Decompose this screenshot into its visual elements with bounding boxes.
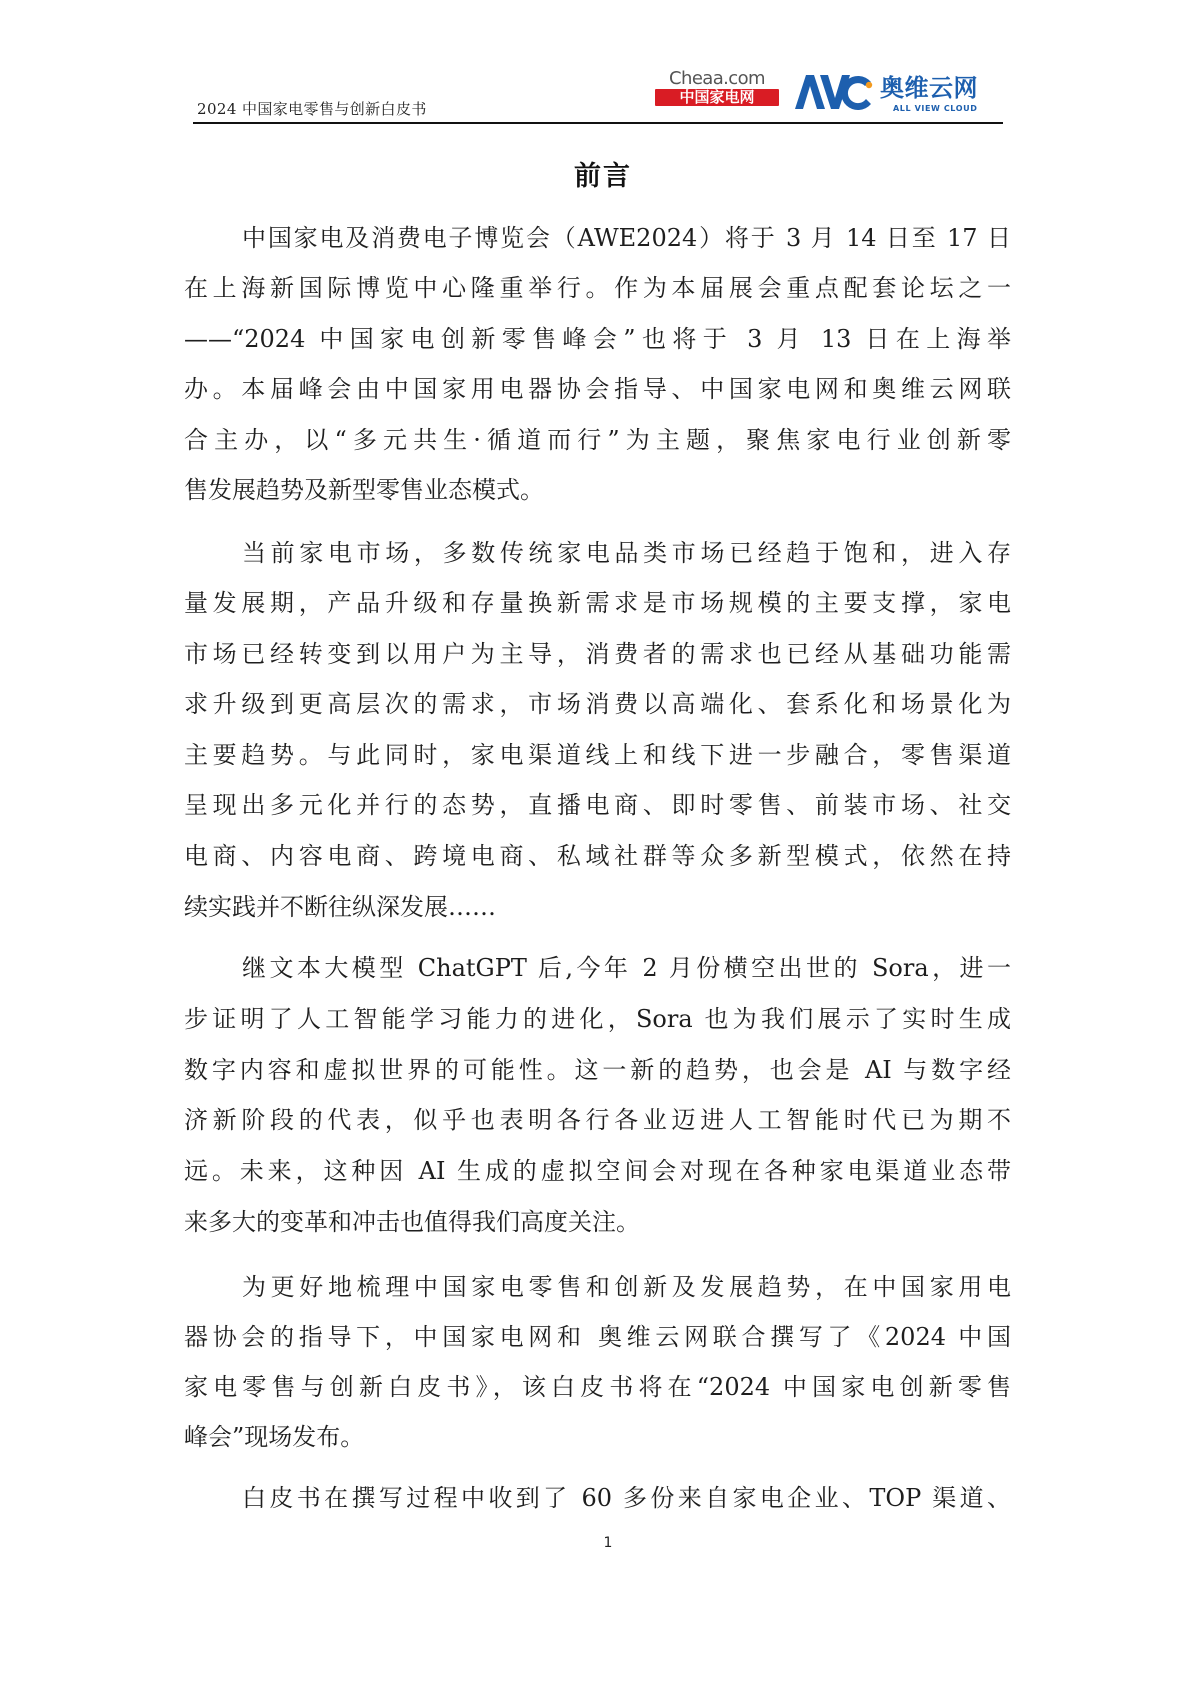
running-header-title: 2024 中国家电零售与创新白皮书 (197, 100, 427, 118)
header-divider (193, 122, 1003, 124)
text-line: 继文本大模型 ChatGPT 后,今年 2 月份横空出世的 Sora，进一 (242, 954, 1011, 982)
text-line: 在上海新国际博览中心隆重举行。作为本届展会重点配套论坛之一 (184, 274, 1011, 302)
text-line: 为更好地梳理中国家电零售和创新及发展趋势，在中国家用电 (242, 1273, 1011, 1301)
text-line: 求升级到更高层次的需求，市场消费以高端化、套系化和场景化为 (184, 690, 1011, 718)
text-line: 远。未来，这种因 AI 生成的虚拟空间会对现在各种家电渠道业态带 (184, 1157, 1011, 1185)
text-line: 家电零售与创新白皮书》，该白皮书将在“2024 中国家电创新零售 (184, 1373, 1011, 1401)
text-line: 合主办，以“多元共生·循道而行”为主题，聚焦家电行业创新零 (184, 426, 1011, 454)
text-line: 当前家电市场，多数传统家电品类市场已经趋于饱和，进入存 (242, 539, 1011, 567)
text-line: ——“2024 中国家电创新零售峰会”也将于 3 月 13 日在上海举 (184, 325, 1011, 353)
cheaa-logo (655, 70, 779, 106)
cheaa-logo-wordmark: Cheaa.com (669, 68, 765, 89)
text-line: 续实践并不断往纵深发展…… (184, 893, 496, 921)
avc-logo-english-name: ALL VIEW CLOUD (893, 104, 978, 113)
text-line: 来多大的变革和冲击也值得我们高度关注。 (184, 1208, 640, 1236)
avc-logo-chinese-name: 奥维云网 (880, 74, 978, 102)
page-number: 1 (603, 1535, 613, 1551)
section-title: 前言 (574, 161, 632, 192)
text-line: 呈现出多元化并行的态势，直播电商、即时零售、前装市场、社交 (184, 791, 1011, 819)
cheaa-logo-chinese-badge: 中国家电网 (655, 89, 779, 106)
text-line: 济新阶段的代表，似乎也表明各行各业迈进人工智能时代已为期不 (184, 1106, 1011, 1134)
text-line: 数字内容和虚拟世界的可能性。这一新的趋势，也会是 AI 与数字经 (184, 1056, 1011, 1084)
text-line: 市场已经转变到以用户为主导，消费者的需求也已经从基础功能需 (184, 640, 1011, 668)
text-line: 峰会”现场发布。 (184, 1423, 365, 1451)
text-line: 步证明了人工智能学习能力的进化，Sora 也为我们展示了实时生成 (184, 1005, 1011, 1033)
avc-logo-mark-icon (795, 74, 875, 110)
text-line: 电商、内容电商、跨境电商、私域社群等众多新型模式，依然在持 (184, 842, 1011, 870)
text-line: 白皮书在撰写过程中收到了 60 多份来自家电企业、TOP 渠道、 (242, 1484, 1011, 1512)
avc-logo (795, 70, 995, 116)
text-line: 中国家电及消费电子博览会（AWE2024）将于 3 月 14 日至 17 日 (242, 224, 1011, 252)
text-line: 量发展期，产品升级和存量换新需求是市场规模的主要支撑，家电 (184, 589, 1011, 617)
text-line: 办。本届峰会由中国家用电器协会指导、中国家电网和奥维云网联 (184, 375, 1011, 403)
text-line: 器协会的指导下，中国家电网和 奥维云网联合撰写了《2024 中国 (184, 1323, 1011, 1351)
text-line: 售发展趋势及新型零售业态模式。 (184, 476, 544, 504)
text-line: 主要趋势。与此同时，家电渠道线上和线下进一步融合，零售渠道 (184, 741, 1011, 769)
